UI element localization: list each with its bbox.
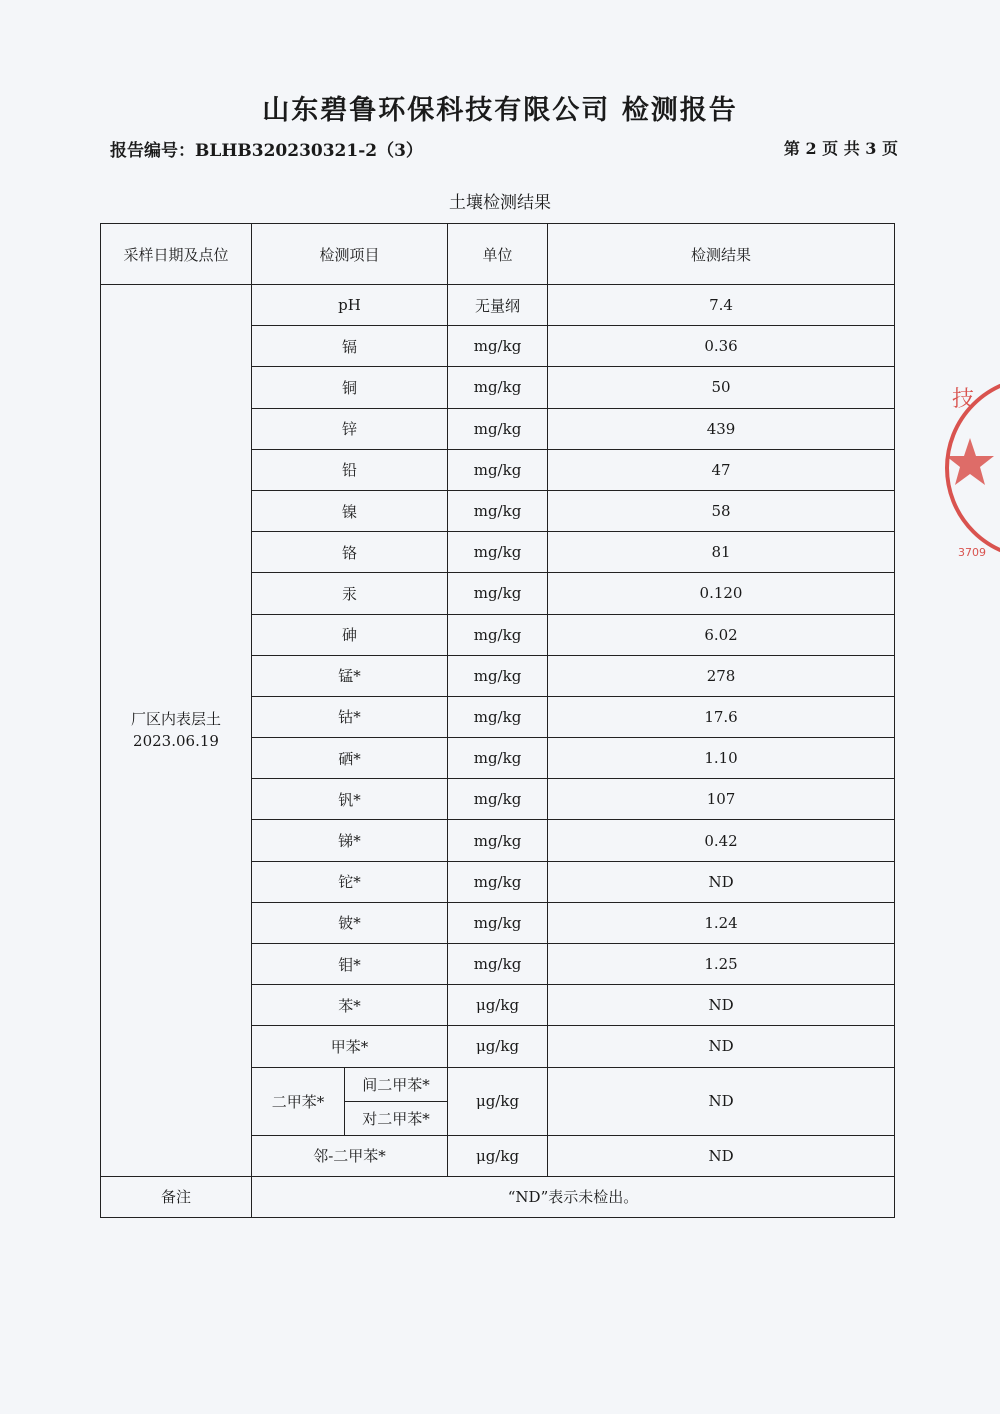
- location-cell: [101, 285, 252, 1177]
- unit: mg/kg: [448, 614, 548, 655]
- unit: mg/kg: [448, 532, 548, 573]
- result: 107: [548, 779, 895, 820]
- result: 1.25: [548, 944, 895, 985]
- test-item: 锑*: [252, 820, 448, 861]
- test-item: 钼*: [252, 944, 448, 985]
- test-item-group: 二甲苯*: [252, 1067, 345, 1135]
- test-item: 铜: [252, 367, 448, 408]
- unit: mg/kg: [448, 449, 548, 490]
- column-header: 单位: [448, 224, 548, 285]
- test-item: 钒*: [252, 779, 448, 820]
- test-item: 铍*: [252, 902, 448, 943]
- test-item: 锌: [252, 408, 448, 449]
- test-item: 硒*: [252, 738, 448, 779]
- seal-code: 3709: [958, 546, 986, 559]
- table-header-row: [101, 224, 895, 285]
- unit: μg/kg: [448, 1135, 548, 1176]
- test-item: 锰*: [252, 655, 448, 696]
- result: 17.6: [548, 696, 895, 737]
- unit: mg/kg: [448, 944, 548, 985]
- unit: mg/kg: [448, 779, 548, 820]
- table-title: 土壤检测结果: [449, 193, 551, 213]
- unit: mg/kg: [448, 573, 548, 614]
- sample-date: 2023.06.19: [133, 732, 219, 751]
- result: ND: [548, 1135, 895, 1176]
- result: 7.4: [548, 285, 895, 326]
- result: 278: [548, 655, 895, 696]
- unit: mg/kg: [448, 367, 548, 408]
- result: ND: [548, 985, 895, 1026]
- red-seal-stamp: [942, 368, 1000, 568]
- column-header: 采样日期及点位: [101, 224, 252, 285]
- result: ND: [548, 1026, 895, 1067]
- unit: mg/kg: [448, 408, 548, 449]
- unit: mg/kg: [448, 490, 548, 531]
- result: 1.10: [548, 738, 895, 779]
- remark-text: “ND”表示未检出。: [252, 1176, 895, 1217]
- test-item: 铊*: [252, 861, 448, 902]
- test-item: pH: [252, 285, 448, 326]
- result: 0.42: [548, 820, 895, 861]
- seal-text: 技: [952, 387, 975, 412]
- result: 58: [548, 490, 895, 531]
- remark-row: [101, 1176, 895, 1217]
- result: 81: [548, 532, 895, 573]
- column-header: 检测结果: [548, 224, 895, 285]
- unit: mg/kg: [448, 861, 548, 902]
- sample-location: 厂区内表层土: [130, 710, 221, 729]
- result: ND: [548, 861, 895, 902]
- test-item: 镉: [252, 326, 448, 367]
- unit: μg/kg: [448, 1067, 548, 1135]
- remark-label: 备注: [101, 1176, 252, 1217]
- unit: 无量纲: [448, 285, 548, 326]
- result: 50: [548, 367, 895, 408]
- test-subitem: 间二甲苯*: [345, 1067, 448, 1101]
- page-indicator: 第 2 页 共 3 页: [783, 139, 898, 158]
- result: 1.24: [548, 902, 895, 943]
- result: 0.120: [548, 573, 895, 614]
- test-subitem: 对二甲苯*: [345, 1101, 448, 1135]
- unit: mg/kg: [448, 696, 548, 737]
- unit: μg/kg: [448, 1026, 548, 1067]
- result: 0.36: [548, 326, 895, 367]
- unit: mg/kg: [448, 655, 548, 696]
- unit: mg/kg: [448, 738, 548, 779]
- test-item: 铅: [252, 449, 448, 490]
- page-title: 山东碧鲁环保科技有限公司 检测报告: [262, 95, 738, 126]
- result: 47: [548, 449, 895, 490]
- unit: mg/kg: [448, 326, 548, 367]
- test-item: 铬: [252, 532, 448, 573]
- test-item: 邻-二甲苯*: [252, 1135, 448, 1176]
- column-header: 检测项目: [252, 224, 448, 285]
- test-item: 镍: [252, 490, 448, 531]
- unit: mg/kg: [448, 902, 548, 943]
- test-item: 汞: [252, 573, 448, 614]
- test-item: 苯*: [252, 985, 448, 1026]
- unit: μg/kg: [448, 985, 548, 1026]
- unit: mg/kg: [448, 820, 548, 861]
- report-number: 报告编号：BLHB320230321-2（3）: [110, 141, 423, 161]
- test-item: 砷: [252, 614, 448, 655]
- test-item: 甲苯*: [252, 1026, 448, 1067]
- result: ND: [548, 1067, 895, 1135]
- test-item: 钴*: [252, 696, 448, 737]
- results-table: [100, 223, 895, 1218]
- result: 6.02: [548, 614, 895, 655]
- seal-star: [946, 438, 994, 485]
- table-row: [101, 285, 895, 326]
- result: 439: [548, 408, 895, 449]
